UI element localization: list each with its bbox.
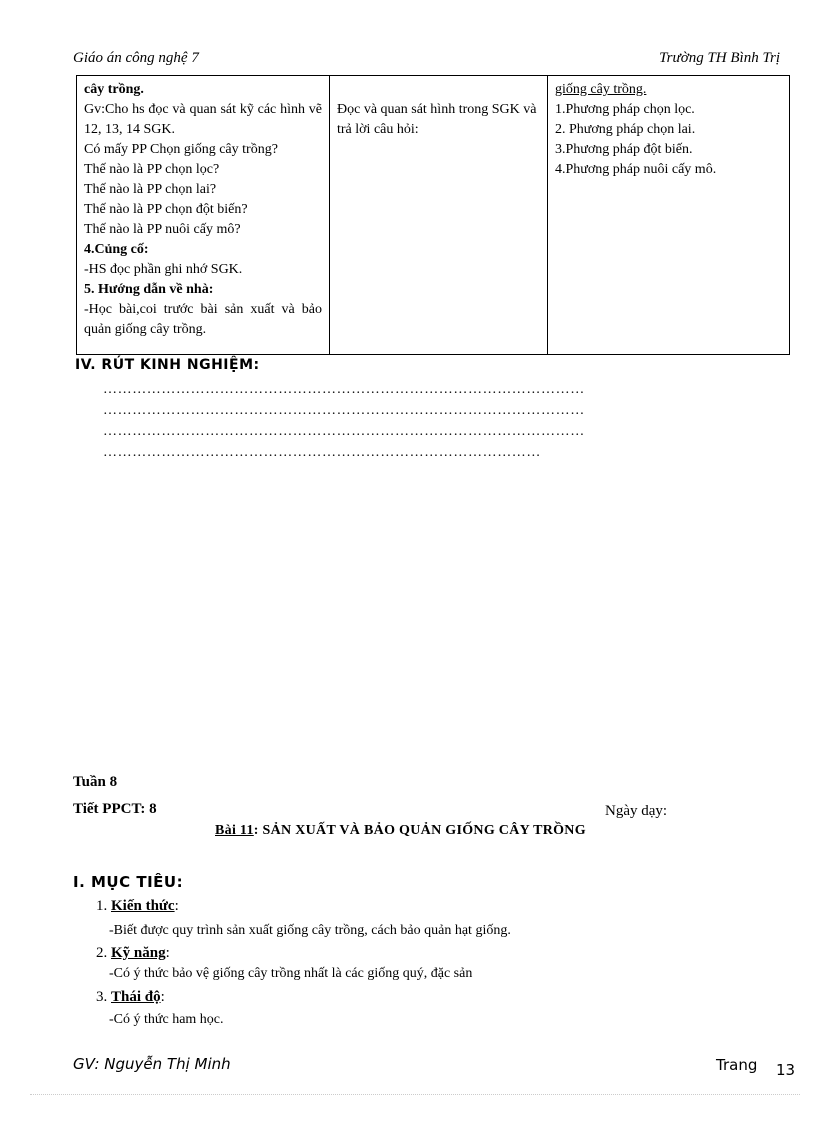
page-number: 13 [776,1061,796,1079]
teacher-name: GV: Nguyễn Thị Minh [73,1055,231,1073]
header-school: Trường TH Bình Trị [659,50,780,66]
table-line: Có mấy PP Chọn giống cây trồng? [84,142,278,157]
objective-heading [96,898,179,915]
table-line: -Học bài,coi trước bài sản xuất và bảo quản giống cây trồng. [84,302,322,337]
objective-colon: : [165,945,170,961]
dotted-line: ……………………………………………………………………………… [103,445,541,460]
objective-number: 1. [96,898,108,914]
date-label: Ngày dạy: [605,803,668,819]
table-line: cây trồng. [84,82,144,97]
table-line: Đọc và quan sát hình trong SGK và trả lời câu hỏi: [337,102,537,137]
objective-number: 3. [96,989,108,1005]
period-label: Tiết PPCT: 8 [73,801,157,817]
student-activity-column [330,76,548,354]
section-i-title: I. MỤC TIÊU: [73,873,184,891]
table-line: giống cây trồng. [555,82,647,97]
objective-colon: : [174,898,179,914]
table-line: Thế nào là PP chọn lai? [84,182,217,197]
dotted-line: ……………………………………………………………………………………… [103,403,585,418]
week-label: Tuần 8 [73,774,118,790]
header-subject: Giáo án công nghệ 7 [73,50,199,66]
teacher-activity-column [77,76,330,354]
objective-heading [96,989,165,1006]
table-line: Thế nào là PP nuôi cấy mô? [84,222,241,237]
page-label: Trang [716,1056,758,1074]
objective-number: 2. [96,945,108,961]
dotted-line: ……………………………………………………………………………………… [103,382,585,397]
objective-text: -Biết được quy trình sản xuất giống cây trồng, cách bảo quản hạt giống. [109,923,511,938]
table-line: 3.Phương pháp đột biến. [555,142,693,157]
objective-heading [96,945,170,962]
objective-label: Kỹ năng [111,945,166,961]
objective-colon: : [160,989,165,1005]
objective-label: Thái độ [111,989,161,1005]
objective-text: -Có ý thức bảo vệ giống cây trồng nhất là các giống quý, đặc sản [109,966,473,981]
table-line: 2. Phương pháp chọn lai. [555,122,696,137]
lesson-table [76,75,790,355]
objective-label: Kiến thức [111,898,175,914]
page-bottom-divider [30,1094,800,1095]
table-line: Gv:Cho hs đọc và quan sát kỹ các hình vẽ 12, 13, 14 SGK. [84,102,322,137]
objective-text: -Có ý thức ham học. [109,1012,224,1027]
table-line: 4.Phương pháp nuôi cấy mô. [555,162,717,177]
table-line: 5. Hướng dẫn về nhà: [84,282,214,297]
table-line: Thế nào là PP chọn lọc? [84,162,220,177]
lesson-name: : SẢN XUẤT VÀ BẢO QUẢN GIỐNG CÂY TRỒNG [253,823,586,838]
dotted-line: ……………………………………………………………………………………… [103,424,585,439]
content-column [548,76,789,354]
table-line: 1.Phương pháp chọn lọc. [555,102,695,117]
lesson-title [215,823,586,839]
table-line: Thế nào là PP chọn đột biến? [84,202,248,217]
lesson-number: Bài 11 [215,823,254,838]
table-line: -HS đọc phần ghi nhớ SGK. [84,262,243,277]
table-line: 4.Củng cố: [84,242,149,257]
section-iv-title: IV. RÚT KINH NGHIỆM: [75,357,260,373]
